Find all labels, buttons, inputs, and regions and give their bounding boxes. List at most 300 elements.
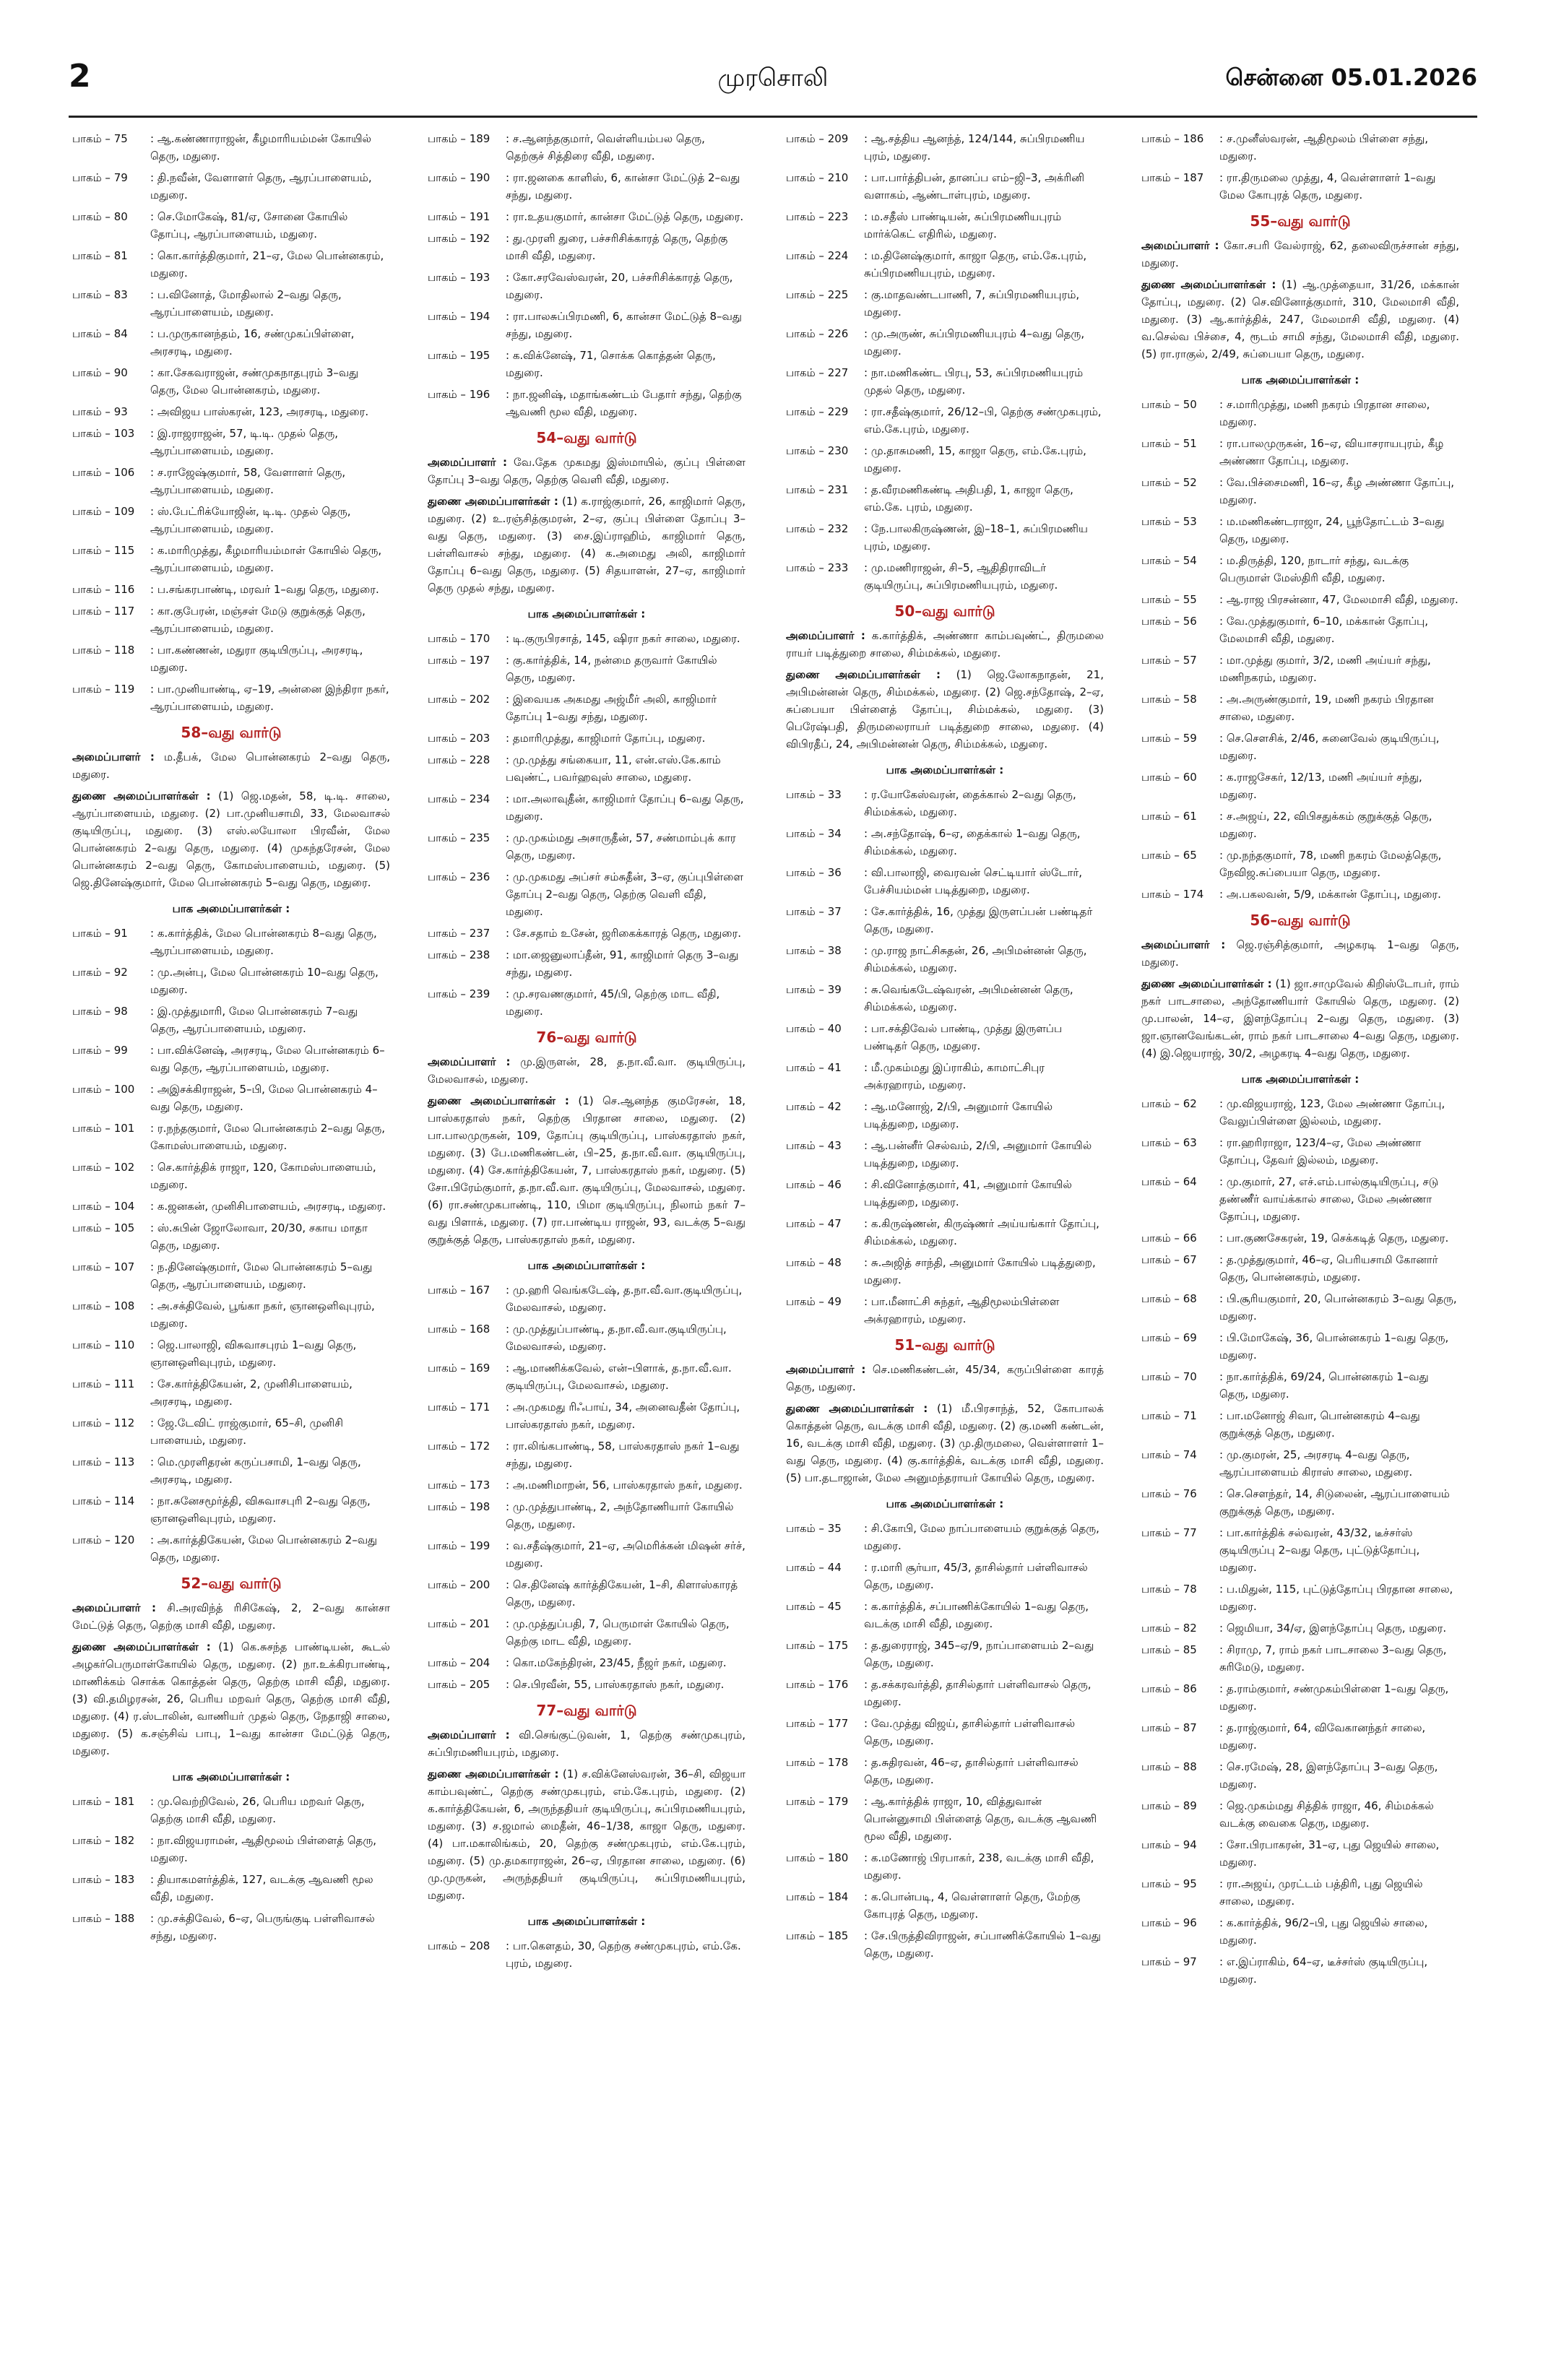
booth-number: பாகம் – 117 xyxy=(72,605,135,618)
booth-organizer: : எ.இப்ராகிம், 64–ஏ, டீச்சர்ஸ் குடியிருப்பு, மதுரை. xyxy=(1219,1955,1428,1986)
booth-number: பாகம் – 182 xyxy=(72,1834,135,1847)
booth-entry xyxy=(72,403,390,420)
booth-entry xyxy=(786,1849,1104,1884)
deputy-organizers xyxy=(428,493,745,597)
booth-number: பாகம் – 173 xyxy=(428,1479,490,1492)
booth-organizer: : ஸ்.பேட்ரிக்யோஜின், டி.டி. முதல் தெரு, ஆரப்பாளையம், மதுரை. xyxy=(150,505,351,535)
ward-organizer-text: வே.தேக முகமது இஸ்மாயில், குப்பு பிள்ளை தோப்பு 3–வது தெரு, தெற்கு வெளி வீதி, மதுரை. xyxy=(428,456,745,486)
booth-number: பாகம் – 62 xyxy=(1141,1097,1197,1110)
booth-organizers-heading: பாக அமைப்பாளர்கள் : xyxy=(527,607,646,620)
booth-entry xyxy=(428,925,745,942)
booth-organizer: : மு.ராஜ நாட்சிசுதன், 26, அபிமன்னன் தெரு, சிம்மக்கல், மதுரை. xyxy=(864,944,1087,974)
booth-number: பாகம் – 64 xyxy=(1141,1175,1197,1188)
booth-organizer: : ர.மாரி சூர்யா, 45/3, தாசில்தார் பள்ளிவாசல் தெரு, மதுரை. xyxy=(864,1561,1088,1591)
booth-entry xyxy=(786,825,1104,860)
booth-entry xyxy=(428,1615,745,1650)
booth-organizer: : அஇசக்கிராஜன், 5–பி, மேல பொன்னகரம் 4–வது தெரு, மதுரை. xyxy=(150,1083,378,1113)
booth-number: பாகம் – 237 xyxy=(428,927,490,940)
booth-entry xyxy=(428,691,745,725)
deputy-organizers-text: (1) ச.விக்னேஸ்வரன், 36–சி, விஜயா காம்பவுண்ட், தெற்கு சண்முகபுரம், எம்.கே.புரம், மதுரை. (2) க.கார்த்திகேயன், 6, அருந்ததியர் குடியிருப்பு, சுப்பிரமணியபுரம், மதுரை. (3) ச.ஜமால் மைதீன், 46–1/38, காஜா தெரு, மதுரை. (4) பா.மகாலிங்கம், 20, தெற்கு சண்முகபுரம், எம்.கே.புரம், மதுரை. (5) மு.தமகாராஜன், 26–ஏ, பிரதான சாலை, மதுரை. (6) மு.முருகன், அருந்ததியர் குடியிருப்பு, சுப்பிரமணியபுரம், மதுரை. xyxy=(428,1767,745,1902)
booth-organizer: : ஆ.பன்னீர் செல்வம், 2/பி, அனுமார் கோயில் படித்துறை, மதுரை. xyxy=(864,1139,1092,1169)
booth-entry xyxy=(786,1715,1104,1749)
booth-organizer: : பா.மீனாட்சி சுந்தர், ஆதிமூலம்பிள்ளை அக்ரஹாரம், மதுரை. xyxy=(864,1295,1060,1325)
booth-entry xyxy=(428,1654,745,1671)
booth-organizer: : மு.தாசுமணி, 15, காஜா தெரு, எம்.கே.புரம், மதுரை. xyxy=(864,444,1086,475)
booth-number: பாகம் – 39 xyxy=(786,983,842,996)
booth-number: பாகம் – 224 xyxy=(786,249,849,262)
booth-entry xyxy=(1141,1641,1459,1676)
booth-entry xyxy=(1141,691,1459,725)
deputy-organizers-text: (1) ஆ.முத்தையா, 31/26, மக்கான் தோப்பு, மதுரை. (2) செ.வினோத்குமார், 310, மேலமாசி வீதி, மதுரை. (3) ஆ.கார்த்திக், 247, மேலமாசி வீதி, மதுரை. (4) வ.செல்வ பிச்சை, 4, ரூடம் சாமி சந்து, மேலமாசி வீதி, மதுரை. (5) ரா.ராகுல், 2/49, சுப்பையா தெரு, மதுரை. xyxy=(1141,278,1459,360)
ward-heading: 51–வது வார்டு xyxy=(894,1336,995,1354)
booth-entry xyxy=(1141,1446,1459,1481)
booth-organizer: : செ.சௌசிக், 2/46, சுனைவேல் குடியிருப்பு, மதுரை. xyxy=(1219,732,1440,762)
booth-number: பாகம் – 204 xyxy=(428,1656,490,1669)
booth-entry xyxy=(428,1359,745,1394)
booth-entry xyxy=(428,1676,745,1693)
booth-number: பாகம் – 187 xyxy=(1141,171,1204,184)
column-3 xyxy=(786,130,1104,1966)
booth-organizer: : ஆ.கார்த்திக் ராஜா, 10, வித்துவான் பொன்னுசாமி பிள்ளைத் தெரு, வடக்கு ஆவணி மூல வீதி, மதுரை. xyxy=(864,1795,1097,1843)
deputy-organizers-label: துணை அமைப்பாளர்கள் : xyxy=(72,1640,211,1653)
booth-entry xyxy=(1141,1329,1459,1364)
booth-organizer: : ரா.உதயகுமார், கான்சா மேட்டுத் தெரு, மதுரை. xyxy=(506,210,744,223)
booth-number: பாகம் – 66 xyxy=(1141,1232,1197,1245)
booth-organizer: : பா.கண்ணன், மதுரா குடியிருப்பு, அரசரடி, மதுரை. xyxy=(150,644,363,674)
deputy-organizers-label: துணை அமைப்பாளர்கள் : xyxy=(1141,977,1272,990)
booth-organizer: : ஆ.மனோஜ், 2/பி, அனுமார் கோயில் படித்துறை, மதுரை. xyxy=(864,1100,1053,1130)
booth-entry xyxy=(72,1793,390,1827)
booth-entry xyxy=(786,1293,1104,1328)
booth-organizer: : ச.ஆனந்தகுமார், வெள்ளியம்பல தெரு, தெற்குச் சித்திரை வீதி, மதுரை. xyxy=(506,132,705,163)
booth-entry xyxy=(72,1492,390,1527)
booth-entry xyxy=(428,1320,745,1355)
booth-entry xyxy=(1141,1680,1459,1715)
booth-organizer: : ரா.ஹரிராஜா, 123/4–ஏ, மேல அண்ணா தோப்பு, தேவர் இல்லம், மதுரை. xyxy=(1219,1136,1422,1167)
booth-organizer: : சு.அஜித் சாந்தி, அனுமார் கோயில் படித்துறை, மதுரை. xyxy=(864,1256,1096,1286)
booth-number: பாகம் – 77 xyxy=(1141,1526,1197,1539)
booth-entry xyxy=(428,730,745,747)
booth-number: பாகம் – 205 xyxy=(428,1678,490,1691)
booth-number: பாகம் – 168 xyxy=(428,1323,490,1336)
booth-entry xyxy=(786,403,1104,438)
booth-organizer: : செ.ரமேஷ், 28, இளந்தோப்பு 3–வது தெரு, மதுரை. xyxy=(1219,1760,1438,1791)
booth-entry xyxy=(786,169,1104,204)
booth-entry xyxy=(786,981,1104,1016)
booth-organizer: : வே.முத்துகுமார், 6–10, மக்கான் தோப்பு, மேலமாசி வீதி, மதுரை. xyxy=(1219,615,1428,645)
deputy-organizers-label: துணை அமைப்பாளர்கள் : xyxy=(72,789,211,802)
booth-entry xyxy=(786,1176,1104,1211)
booth-organizer: : சி.வினோத்குமார், 41, அனுமார் கோயில் படித்துறை, மதுரை. xyxy=(864,1178,1072,1208)
booth-number: பாகம் – 119 xyxy=(72,683,135,696)
booth-number: பாகம் – 61 xyxy=(1141,810,1197,823)
booth-organizer: : ரா.திருமலை முத்து, 4, வெள்ளாளர் 1–வது மேல கோபுரத் தெரு, மதுரை. xyxy=(1219,171,1436,202)
booth-organizer: : அ.சக்திவேல், பூங்கா நகர், ஞானஒளிவுபுரம், மதுரை. xyxy=(150,1299,375,1330)
booth-organizer: : ம.சதீஸ் பாண்டியன், சுப்பிரமணியபுரம் மார்க்கெட் எதிரில், மதுரை. xyxy=(864,210,1062,241)
deputy-organizers-text: (1) ஜெ.லோகநாதன், 21, அபிமன்னன் தெரு, சிம்மக்கல், மதுரை. (2) ஜெ.சந்தோஷ், 2–ஏ, சுப்பையா பிள்ளைத் தோப்பு, சிம்மக்கல், மதுரை. (3) பெரேஷ்பதி, திருமலைராயர் படித்துறை சாலை, மதுரை. (4) விபிரதீப், 24, அபிமன்னன் தெரு, சிம்மக்கல், மதுரை. xyxy=(786,668,1104,750)
booth-organizer: : மு.குமரன், 25, அரசரடி 4–வது தெரு, ஆரப்பாளையம் கிராஸ் சாலை, மதுரை. xyxy=(1219,1448,1413,1479)
booth-entry xyxy=(786,520,1104,555)
ward-organizer-label: அமைப்பாளர் : xyxy=(786,629,865,642)
booth-number: பாகம் – 48 xyxy=(786,1256,842,1269)
booth-organizer: : கொ.கார்த்திகுமார், 21–ஏ, மேல பொன்னகரம், மதுரை. xyxy=(150,249,384,280)
booth-entry xyxy=(72,1003,390,1037)
booth-number: பாகம் – 232 xyxy=(786,522,849,535)
booth-organizer: : மு.முத்துபாண்டி, 2, அந்தோணியார் கோயில் தெரு, மதுரை. xyxy=(506,1500,734,1531)
booth-organizer: : க.கார்த்திக், மேல பொன்னகரம் 8–வது தெரு, ஆரப்பாளையம், மதுரை. xyxy=(150,927,377,957)
booth-number: பாகம் – 113 xyxy=(72,1455,135,1468)
booth-number: பாகம் – 179 xyxy=(786,1795,849,1808)
deputy-organizers-label: துணை அமைப்பாளர்கள் : xyxy=(786,1402,928,1415)
booth-number: பாகம் – 68 xyxy=(1141,1292,1197,1305)
booth-number: பாகம் – 105 xyxy=(72,1221,135,1234)
booth-entry xyxy=(1141,1580,1459,1615)
booth-number: பாகம் – 80 xyxy=(72,210,128,223)
booth-entry xyxy=(72,1258,390,1293)
booth-number: பாகம் – 195 xyxy=(428,349,490,362)
booth-entry xyxy=(428,946,745,981)
booth-number: பாகம் – 108 xyxy=(72,1299,135,1312)
booth-entry xyxy=(72,169,390,204)
booth-organizer: : ஆ.கண்ணாராஜன், கீழமாரியம்மன் கோயில் தெரு, மதுரை. xyxy=(150,132,371,163)
deputy-organizers xyxy=(72,787,390,891)
booth-entry xyxy=(428,386,745,420)
booth-entry xyxy=(72,1081,390,1115)
booth-entry xyxy=(786,442,1104,477)
booth-organizers-heading: பாக அமைப்பாளர்கள் : xyxy=(527,1259,646,1272)
booth-organizer: : பா.மனோஜ் சிவா, பொன்னகரம் 4–வது குறுக்குத் தெரு, மதுரை. xyxy=(1219,1409,1420,1440)
ward-organizer xyxy=(1141,237,1459,272)
booth-entry xyxy=(1141,886,1459,903)
deputy-organizers-text: (1) ஜா.சாமுவேல் கிறிஸ்டோபர், ராம் நகர் பாடசாலை, அந்தோணியார் கோயில் தெரு, மதுரை. (2) மு.பாலன், 14–ஏ, இளந்தோப்பு 2–வது தெரு, மதுரை. (3) ஜா.ஞானவேங்கடன், ராம் நகர் பாடசாலை 4–வது தெரு, மதுரை. (4) இ.ஜெயராஜ், 30/2, அழகரடி 4–வது தெரு, மதுரை. xyxy=(1141,977,1459,1060)
booth-organizers-heading: பாக அமைப்பாளர்கள் : xyxy=(1241,373,1360,386)
ward-organizer xyxy=(786,627,1104,662)
booth-number: பாகம் – 236 xyxy=(428,870,490,883)
booth-entry xyxy=(786,1888,1104,1923)
booth-entry xyxy=(72,1871,390,1905)
ward-organizer-text: க.கார்த்திக், அண்ணா காம்பவுண்ட், திருமலை ராயர் படித்துறை சாலை, சிம்மக்கல், மதுரை. xyxy=(786,629,1104,659)
booth-organizer: : க.பொன்படி, 4, வெள்ளாளர் தெரு, மேற்கு கோபுரத் தெரு, மதுரை. xyxy=(864,1890,1081,1921)
booth-number: பாகம் – 201 xyxy=(428,1617,490,1630)
booth-organizer: : ஆ.சத்திய ஆனந்த், 124/144, சுப்பிரமணிய புரம், மதுரை. xyxy=(864,132,1085,163)
booth-entry xyxy=(1141,1368,1459,1403)
ward-organizer-text: மு.இருளன், 28, த.நா.வீ.வா. குடியிருப்பு, மேலவாசல், மதுரை. xyxy=(428,1055,745,1086)
booth-entry xyxy=(1141,513,1459,548)
booth-number: பாகம் – 44 xyxy=(786,1561,842,1574)
booth-entry xyxy=(1141,1229,1459,1247)
booth-entry xyxy=(1141,1251,1459,1286)
booth-organizer: : ரா.லிங்கபாண்டி, 58, பாஸ்கரதாஸ் நகர் 1–வது சந்து, மதுரை. xyxy=(506,1440,740,1470)
booth-number: பாகம் – 58 xyxy=(1141,693,1197,706)
booth-organizer: : சே.சதாம் உசேன், ஜரிகைக்காரத் தெரு, மதுரை. xyxy=(506,927,742,940)
booth-entry xyxy=(428,829,745,864)
booth-number: பாகம் – 67 xyxy=(1141,1253,1197,1266)
ward-heading: 77–வது வார்டு xyxy=(536,1702,637,1719)
deputy-organizers xyxy=(428,1092,745,1248)
booth-organizer: : மு.முத்துப்பதி, 7, பெருமாள் கோயில் தெரு, தெற்கு மாட வீதி, மதுரை. xyxy=(506,1617,730,1648)
booth-number: பாகம் – 54 xyxy=(1141,554,1197,567)
booth-number: பாகம் – 174 xyxy=(1141,888,1204,901)
booth-number: பாகம் – 199 xyxy=(428,1539,490,1552)
booth-number: பாகம் – 51 xyxy=(1141,437,1197,450)
booth-organizer: : மு.மணிராஜன், சி–5, ஆதிதிராவிடர் குடியிருப்பு, சுப்பிரமணியபுரம், மதுரை. xyxy=(864,561,1058,592)
booth-entry xyxy=(1141,1407,1459,1442)
booth-number: பாகம் – 208 xyxy=(428,1939,490,1952)
booth-organizer: : க.கார்த்திக், சப்பாணிக்கோயில் 1–வது தெரு, வடக்கு மாசி வீதி, மதுரை. xyxy=(864,1600,1089,1630)
booth-organizer: : க.ஜனகன், முனிசிபாளையம், அரசரடி, மதுரை. xyxy=(150,1200,386,1213)
booth-entry xyxy=(428,347,745,381)
booth-entry xyxy=(72,602,390,637)
booth-organizer: : ஸ்.சுபின் ஜோலோவா, 20/30, சகாய மாதா தெரு, மதுரை. xyxy=(150,1221,368,1252)
ward-heading: 76–வது வார்டு xyxy=(536,1029,637,1046)
booth-organizer: : கோ.சரவேஸ்வரன், 20, பச்சரிசிக்காரத் தெரு, மதுரை. xyxy=(506,271,733,301)
booth-number: பாகம் – 185 xyxy=(786,1929,849,1942)
booth-entry xyxy=(786,364,1104,399)
ward-heading: 58–வது வார்டு xyxy=(181,724,282,741)
booth-entry xyxy=(428,1281,745,1316)
booth-organizer: : ரா.அஜய், முரட்டம் பத்திரி, புது ஜெயில் சாலை, மதுரை. xyxy=(1219,1877,1423,1908)
booth-entry xyxy=(72,1297,390,1332)
booth-entry xyxy=(428,169,745,204)
booth-entry xyxy=(786,1559,1104,1593)
booth-number: பாகம் – 100 xyxy=(72,1083,135,1096)
booth-organizer: : க.மணோஜ் பிரபாகர், 238, வடக்கு மாசி வீதி, மதுரை. xyxy=(864,1851,1094,1882)
booth-entry xyxy=(1141,1836,1459,1871)
booth-organizer: : க.கார்த்திக், 96/2–பி, புது ஜெயில் சாலை, மதுரை. xyxy=(1219,1916,1428,1947)
booth-number: பாகம் – 109 xyxy=(72,505,135,518)
ward-heading: 52–வது வார்டு xyxy=(181,1575,282,1592)
booth-organizer: : அவிஜய பாஸ்கரன், 123, அரசரடி, மதுரை. xyxy=(150,405,369,418)
booth-entry xyxy=(428,751,745,786)
booth-organizer: : கா.குபேரன், மஞ்சள் மேடு குறுக்குத் தெரு, ஆரப்பாளையம், மதுரை. xyxy=(150,605,366,635)
booth-entry xyxy=(786,1059,1104,1094)
booth-number: பாகம் – 41 xyxy=(786,1061,842,1074)
booth-entry xyxy=(72,1832,390,1866)
booth-organizer: : கா.சேகவராஜன், சண்முகநாதபுரம் 3–வது தெரு, மேல பொன்னகரம், மதுரை. xyxy=(150,366,359,397)
ward-organizer xyxy=(428,1053,745,1088)
booth-number: பாகம் – 76 xyxy=(1141,1487,1197,1500)
booth-number: பாகம் – 47 xyxy=(786,1217,842,1230)
booth-number: பாகம் – 93 xyxy=(72,405,128,418)
booth-organizer: : ஜெமியா, 34/ஏ, இளந்தோப்பு தெரு, மதுரை. xyxy=(1219,1622,1447,1635)
booth-entry xyxy=(1141,769,1459,803)
booth-number: பாகம் – 209 xyxy=(786,132,849,145)
booth-organizer: : மு.முத்துப்பாண்டி, த.நா.வீ.வா.குடியிருப்பு, மேலவாசல், மதுரை. xyxy=(506,1323,727,1353)
booth-entry xyxy=(428,868,745,920)
ward-organizer-label: அமைப்பாளர் : xyxy=(1141,239,1219,252)
booth-organizer: : சோ.பிரபாகரன், 31–ஏ, புது ஜெயில் சாலை, மதுரை. xyxy=(1219,1838,1440,1869)
booth-organizer: : மு.ஹரி வெங்கடேஷ், த.நா.வீ.வா.குடியிருப்பு, மேலவாசல், மதுரை. xyxy=(506,1284,743,1314)
booth-number: பாகம் – 230 xyxy=(786,444,849,457)
booth-number: பாகம் – 176 xyxy=(786,1678,849,1691)
booth-entry xyxy=(786,1637,1104,1671)
booth-organizer: : சிராமு, 7, ராம் நகர் பாடசாலை 3–வது தெரு, சுரிமேடு, மதுரை. xyxy=(1219,1643,1447,1674)
booth-entry xyxy=(428,130,745,165)
booth-number: பாகம் – 172 xyxy=(428,1440,490,1453)
booth-organizer: : இவையக அகமது அஜ்மீர் அலி, காஜிமார் தோப்பு 1–வது சந்து, மதுரை. xyxy=(506,693,717,723)
booth-organizer: : நா.ஜனிஷ், மதாங்கண்டம் பேதார் சந்து, தெற்கு ஆவணி மூல வீதி, மதுரை. xyxy=(506,388,742,418)
ward-organizer xyxy=(428,454,745,488)
booth-entry xyxy=(72,1336,390,1371)
ward-organizer-label: அமைப்பாளர் : xyxy=(428,1055,511,1068)
booth-organizer: : மீ.முகம்மது இப்ராகிம், காமாட்சிபுர அக்ரஹாரம், மதுரை. xyxy=(864,1061,1045,1091)
ward-organizer xyxy=(72,1599,390,1634)
booth-organizer: : மு.வெற்றிவேல், 26, பெரிய மறவர் தெரு, தெற்கு மாசி வீதி, மதுரை. xyxy=(150,1795,365,1825)
booth-entry xyxy=(1141,1619,1459,1637)
ward-organizer-text: வி.செங்குட்டுவன், 1, தெற்கு சண்முகபுரம், சுப்பிரமணியபுரம், மதுரை. xyxy=(428,1728,745,1759)
booth-entry xyxy=(72,925,390,959)
ward-organizer-text: ம.தீபக், மேல பொன்னகரம் 2–வது தெரு, மதுரை. xyxy=(72,750,390,781)
booth-number: பாகம் – 197 xyxy=(428,654,490,667)
booth-entry xyxy=(1141,652,1459,686)
booth-entry xyxy=(786,1215,1104,1250)
booth-organizer: : த.சுதிரவன், 46–ஏ, தாசில்தார் பள்ளிவாசல் தெரு, மதுரை. xyxy=(864,1756,1079,1786)
booth-organizers-heading: பாக அமைப்பாளர்கள் : xyxy=(886,1497,1004,1510)
booth-organizer: : பா.முனியாண்டி, ஏ–19, அன்னை இந்திரா நகர், ஆரப்பாளையம், மதுரை. xyxy=(150,683,389,713)
booth-organizer: : தியாகமளர்த்திக், 127, வடக்கு ஆவணி மூல வீதி, மதுரை. xyxy=(150,1873,373,1903)
booth-entry xyxy=(428,308,745,342)
booth-entry xyxy=(1141,1953,1459,1988)
deputy-organizers-label: துணை அமைப்பாளர்கள் : xyxy=(1141,278,1276,291)
booth-number: பாகம் – 111 xyxy=(72,1377,135,1390)
booth-number: பாகம் – 178 xyxy=(786,1756,849,1769)
booth-entry xyxy=(786,1254,1104,1289)
booth-number: பாகம் – 234 xyxy=(428,792,490,805)
booth-number: பாகம் – 88 xyxy=(1141,1760,1197,1773)
ward-organizer-label: அமைப்பாளர் : xyxy=(428,456,507,469)
booth-entry xyxy=(1141,1914,1459,1949)
booth-entry xyxy=(428,269,745,303)
booth-number: பாகம் – 35 xyxy=(786,1522,842,1535)
booth-organizer: : மு.விஜயராஜ், 123, மேல அண்ணா தோப்பு, வேலுப்பிள்ளை இல்லம், மதுரை. xyxy=(1219,1097,1445,1128)
ward-organizer xyxy=(72,748,390,783)
booth-number: பாகம் – 167 xyxy=(428,1284,490,1297)
booth-entry xyxy=(786,903,1104,938)
booth-number: பாகம் – 71 xyxy=(1141,1409,1197,1422)
booth-number: பாகம் – 50 xyxy=(1141,398,1197,411)
column-1 xyxy=(72,130,390,1949)
booth-number: பாகம் – 210 xyxy=(786,171,849,184)
booth-organizer: : நா.கார்த்திக், 69/24, பொன்னகரம் 1–வது தெரு, மதுரை. xyxy=(1219,1370,1429,1401)
booth-number: பாகம் – 225 xyxy=(786,288,849,301)
booth-entry xyxy=(1141,1758,1459,1793)
booth-entry xyxy=(1141,169,1459,204)
booth-number: பாகம் – 98 xyxy=(72,1005,128,1018)
booth-entry xyxy=(72,286,390,321)
booth-organizer: : ப.மிதுன், 115, புட்டுத்தோப்பு பிரதான சாலை, மதுரை. xyxy=(1219,1583,1453,1613)
booth-number: பாகம் – 120 xyxy=(72,1533,135,1546)
booth-entry xyxy=(428,1576,745,1611)
booth-organizer: : நா.மணிகண்ட பிரபு, 53, சுப்பிரமணியபுரம் முதல் தெரு, மதுரை. xyxy=(864,366,1084,397)
booth-number: பாகம் – 52 xyxy=(1141,476,1197,489)
booth-number: பாகம் – 46 xyxy=(786,1178,842,1191)
booth-organizer: : க.விக்னேஷ், 71, சொக்க கொத்தன் தெரு, மதுரை. xyxy=(506,349,716,379)
booth-organizer: : கொ.மகேந்திரன், 23/45, நீஜர் நகர், மதுரை. xyxy=(506,1656,727,1669)
booth-organizer: : இ.முத்துமாரி, மேல பொன்னகரம் 7–வது தெரு, ஆரப்பாளையம், மதுரை. xyxy=(150,1005,358,1035)
booth-number: பாகம் – 194 xyxy=(428,310,490,323)
booth-organizer: : டி.குருபிரசாத், 145, ஷிரா நகர் சாலை, மதுரை. xyxy=(506,632,740,645)
booth-entry xyxy=(786,1676,1104,1710)
ward-heading: 50–வது வார்டு xyxy=(894,602,995,620)
booth-entry xyxy=(1141,1095,1459,1130)
booth-entry xyxy=(1141,1134,1459,1169)
booth-number: பாகம் – 60 xyxy=(1141,771,1197,784)
booth-entry xyxy=(786,864,1104,899)
booth-number: பாகம் – 228 xyxy=(428,753,490,766)
booth-organizer: : தமாரிமுத்து, காஜிமார் தோப்பு, மதுரை. xyxy=(506,732,706,745)
booth-number: பாகம் – 59 xyxy=(1141,732,1197,745)
booth-organizer: : ரா.பாலமுருகன், 16–ஏ, வியாசராயபுரம், கீழ அண்ணா தோப்பு, மதுரை. xyxy=(1219,437,1444,467)
booth-number: பாகம் – 96 xyxy=(1141,1916,1197,1929)
booth-number: பாகம் – 180 xyxy=(786,1851,849,1864)
booth-organizer: : ரா.பாலசுப்பிரமணி, 6, கான்சா மேட்டுத் 8–வது சந்து, மதுரை. xyxy=(506,310,742,340)
booth-number: பாகம் – 239 xyxy=(428,987,490,1000)
booth-entry xyxy=(1141,552,1459,587)
booth-organizer: : ப.சங்கரபாண்டி, மரவர் 1–வது தெரு, மதுரை. xyxy=(150,583,379,596)
booth-entry xyxy=(786,1754,1104,1788)
booth-organizer: : பா.பார்த்திபன், தானப்ப எம்–ஜி–3, அக்ரினி வளாகம், ஆண்டாள்புரம், மதுரை. xyxy=(864,171,1085,202)
column-4 xyxy=(1141,130,1459,1992)
booth-entry xyxy=(428,1398,745,1433)
booth-organizer: : த.வீரமணிகண்டி அதிபதி, 1, காஜா தெரு, எம்.கே. புரம், மதுரை. xyxy=(864,483,1073,514)
booth-organizer: : ரா.சதீஷ்குமார், 26/12–பி, தெற்கு சண்முகபுரம், எம்.கே.புரம், மதுரை. xyxy=(864,405,1102,436)
booth-organizer: : ச.முனீஸ்வரன், ஆதிமூலம் பிள்ளை சந்து, மதுரை. xyxy=(1219,132,1428,163)
booth-number: பாகம் – 231 xyxy=(786,483,849,496)
booth-organizer: : நா.விஜயராமன், ஆதிமூலம் பிள்ளைத் தெரு, மதுரை. xyxy=(150,1834,376,1864)
booth-entry xyxy=(1141,435,1459,469)
dateline: சென்னை 05.01.2026 xyxy=(1225,64,1477,91)
booth-entry xyxy=(786,786,1104,821)
booth-organizer: : செ.சௌந்தர், 14, சிடுலைன், ஆரப்பாளையம் குறுக்குத் தெரு, மதுரை. xyxy=(1219,1487,1450,1518)
deputy-organizers xyxy=(786,666,1104,753)
deputy-organizers xyxy=(72,1638,390,1760)
booth-entry xyxy=(72,425,390,459)
booth-number: பாகம் – 189 xyxy=(428,132,490,145)
booth-organizer: : அ.முகமது ரிஃபாய், 34, அனைவதீன் தோப்பு, பாஸ்கரதாஸ் நகர், மதுரை. xyxy=(506,1401,740,1431)
booth-entry xyxy=(72,1375,390,1410)
booth-number: பாகம் – 118 xyxy=(72,644,135,657)
booth-entry xyxy=(786,1137,1104,1172)
booth-organizer: : மு.அருண், சுப்பிரமணியபுரம் 4–வது தெரு, மதுரை. xyxy=(864,327,1085,358)
booth-organizer: : தி.நவீன், வேளாளர் தெரு, ஆரப்பாளையம், மதுரை. xyxy=(150,171,372,202)
booth-number: பாகம் – 181 xyxy=(72,1795,135,1808)
booth-number: பாகம் – 188 xyxy=(72,1912,135,1925)
booth-organizer: : நா.சுனேசமூர்த்தி, விசுவாசபுரி 2–வது தெரு, ஞானஒளிவுபுரம், மதுரை. xyxy=(150,1494,371,1525)
booth-number: பாகம் – 53 xyxy=(1141,515,1197,528)
ward-organizer-text: கோ.சபரி வேல்ராஜ், 62, தலைவிருச்சான் சந்து, மதுரை. xyxy=(1141,239,1459,269)
page-header xyxy=(69,58,1477,103)
booth-number: பாகம் – 91 xyxy=(72,927,128,940)
booth-entry xyxy=(72,1120,390,1154)
booth-entry xyxy=(428,1437,745,1472)
booth-entry xyxy=(72,503,390,537)
booth-organizer: : இ.ராஜராஜன், 57, டி.டி. முதல் தெரு, ஆரப்பாளையம், மதுரை. xyxy=(150,427,339,457)
booth-number: பாகம் – 87 xyxy=(1141,1721,1197,1734)
booth-entry xyxy=(428,1498,745,1533)
booth-organizer: : து.முரளி துரை, பச்சரிசிக்காரத் தெரு, தெற்கு மாசி வீதி, மதுரை. xyxy=(506,232,728,262)
booth-entry xyxy=(1141,730,1459,764)
booth-number: பாகம் – 183 xyxy=(72,1873,135,1886)
booth-organizer: : மா.ஜைனுலாப்தீன், 91, காஜிமார் தெரு 3–வது சந்து, மதுரை. xyxy=(506,948,739,979)
deputy-organizers xyxy=(1141,276,1459,363)
booth-number: பாகம் – 43 xyxy=(786,1139,842,1152)
booth-number: பாகம் – 170 xyxy=(428,632,490,645)
booth-organizer: : நே.பாலகிருஷ்ணன், இ–18–1, சுப்பிரமணிய புரம், மதுரை. xyxy=(864,522,1088,553)
booth-number: பாகம் – 235 xyxy=(428,831,490,844)
booth-entry xyxy=(1141,1173,1459,1225)
booth-number: பாகம் – 42 xyxy=(786,1100,842,1113)
booth-number: பாகம் – 227 xyxy=(786,366,849,379)
